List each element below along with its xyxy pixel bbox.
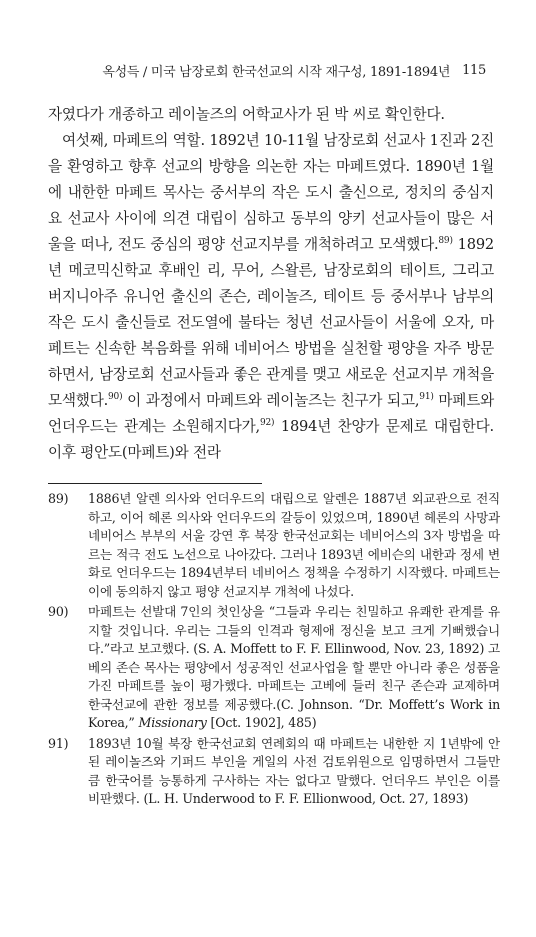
paragraph-moffett-role	[48, 128, 494, 466]
footnote	[48, 490, 500, 601]
footnote	[48, 603, 500, 733]
footnote-divider	[48, 483, 262, 484]
paragraph-continued: 자였다가 개종하고 레이놀즈의 어학교사가 된 박 씨로 확인한다.	[48, 106, 445, 123]
footnotes	[48, 490, 500, 811]
paragraph-text: 1894년 찬양가 문제로 대립한다. 이후 평안도(마페트)와 전라	[48, 418, 494, 461]
main-text	[48, 102, 494, 466]
footnote-ref[interactable]: 90)	[108, 392, 123, 402]
footnote-text: 1886년 알렌 의사와 언더우드의 대립으로 알렌은 1887년 외교관으로 전직하고, 이어 헤론 의사와 언더우드의 갈등이 있었으며, 1890년 헤론의 사망과 네비어스 부부의 서울 강연 후 북장 한국선교회는 네비어스의 3자 방법을 따르는 적극 전도 노선으로 나아갔다. 그러나 1893년 에비슨의 내한과 정세 변화로 언더우드는 1894년부터 네비어스 정책을 수정하기 시작했다. 마페트는 이에 동의하지 않고 평양 선교지부 개척에 나섰다.	[88, 491, 500, 599]
footnote-ref[interactable]: 92)	[260, 418, 275, 428]
footnote-text: 마페트는 선발대 7인의 첫인상을 “그들과 우리는 친밀하고 유쾌한 관계를 유지할 것입니다. 우리는 그들의 인격과 형제애 정신을 보고 크게 기뻐했습니다.”라고 보고했다. (S. A. Moffett to F. F. Ellinwood, Nov. 23, 1892) 고베의 존슨 목사는 평양에서 성공적인 선교사업을 할 뿐만 아니라 좋은 성품을 가진 마페트를 높이 평가했다. 마페트는 고베에 들러 친구 존슨과 교제하며 한국선교에 관한 정보를 제공했다.(C. Johnson. “Dr. Moffett’s Work in Korea,”	[88, 604, 500, 730]
running-header	[0, 60, 536, 80]
footnote-text-wrap	[88, 603, 500, 733]
paragraph-text: 이 과정에서 마페트와 레이놀즈는 친구가 되고,	[122, 392, 420, 409]
footnote-ref[interactable]: 91)	[419, 392, 434, 402]
footnote-text-tail: [Oct. 1902], 485)	[206, 715, 317, 730]
journal-title: Missionary	[138, 715, 207, 730]
footnote-text: 1893년 10월 북장 한국선교회 연례회의 때 마페트는 내한한 지 1년밖에 안 된 레이놀즈와 기퍼드 부인을 게일의 사전 검토위원으로 임명하면서 그들만큼 한국어를 능통하게 구사하는 자는 없다고 말했다. 언더우드 부인은 이를 비판했다. (L. H. Underwood to F. F. Ellionwood, Oct. 27, 1893)	[88, 735, 500, 806]
footnote	[48, 735, 500, 809]
footnote-number: 90)	[48, 604, 69, 619]
footnote-ref[interactable]: 89)	[438, 236, 453, 246]
paragraph-text: 마페트와 언더우드는 관계는 소원해지다가,	[48, 392, 494, 435]
paragraph-text: 여섯째, 마페트의 역할. 1892년 10-11월 남장로회 선교사 1진과 2진을 환영하고 향후 선교의 방향을 의논한 자는 마페트였다. 1890년 1월에 내한한 마페트 목사는 중서부의 작은 도시 출신으로, 정치의 중심지요 선교사 사이에 의견 대립이 심하고 동부의 양키 선교사들이 많은 서울을 떠나, 전도 중심의 평양 선교지부를 개척하려고 모색했다.	[48, 132, 494, 253]
footnote-number: 91)	[48, 735, 69, 751]
running-title: 옥성득 / 미국 남장로회 한국선교의 시작 재구성, 1891-1894년	[102, 64, 451, 80]
footnote-number: 89)	[48, 491, 69, 506]
paragraph-text: 1892년 메코믹신학교 후배인 리, 무어, 스왈른, 남장로회의 테이트, 그리고 버지니아주 유니언 출신의 존슨, 레이놀즈, 테이트 등 중서부나 남부의 작은 도시 출신들로 전도열에 불타는 청년 선교사들이 서울에 오자, 마페트는 신속한 복음화를 위해 네비어스 방법을 실천할 평양을 자주 방문하면서, 남장로회 선교사들과 좋은 관계를 맺고 새로운 선교지부 개척을 모색했다.	[48, 236, 494, 409]
page-number: 115	[462, 62, 486, 78]
